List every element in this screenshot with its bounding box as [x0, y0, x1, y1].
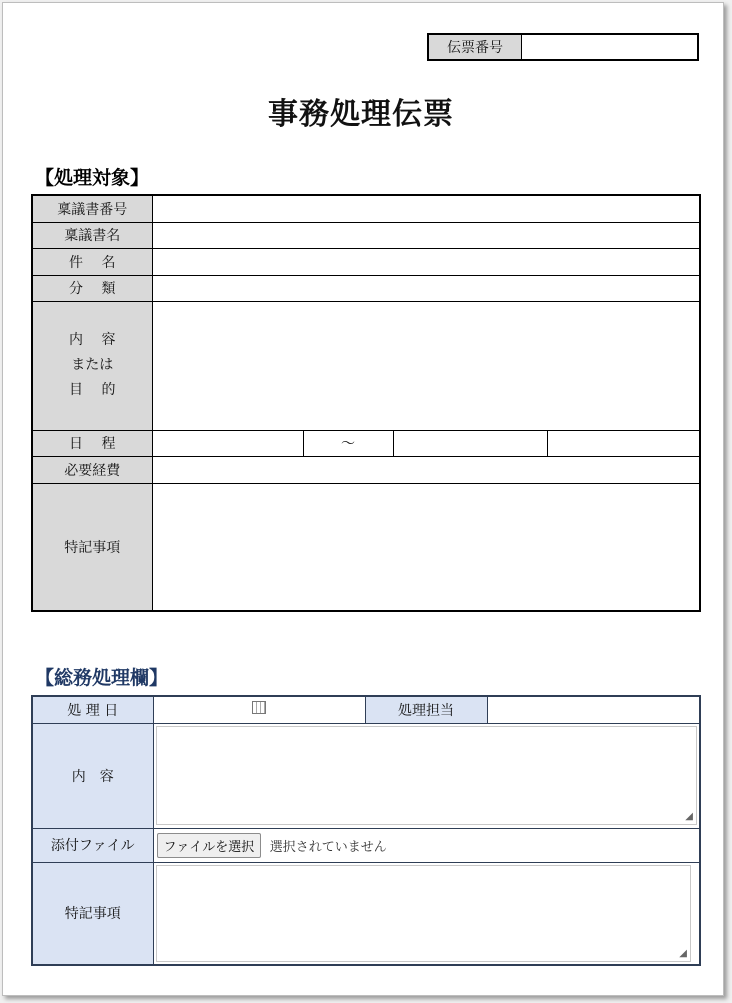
slip-number-label: 伝票番号: [429, 35, 522, 59]
schedule-label: 日 程: [32, 430, 152, 456]
calendar-icon[interactable]: [252, 701, 266, 714]
approval-number-field[interactable]: [152, 195, 700, 222]
content-label-line2: または: [71, 357, 114, 373]
process-date-label: 処 理 日: [32, 696, 153, 723]
schedule-start-date[interactable]: [152, 430, 303, 456]
admin-notes-cell: [153, 862, 700, 965]
approval-name-label: 稟議書名: [32, 222, 152, 248]
subject-label: 件 名: [32, 248, 152, 275]
section-heading-admin: 【総務処理欄】: [35, 667, 169, 689]
admin-notes-label: 特記事項: [32, 862, 153, 965]
approval-name-field[interactable]: [152, 222, 700, 248]
schedule-end-date[interactable]: [393, 430, 547, 456]
file-status-text: 選択されていません: [269, 839, 387, 855]
schedule-extra[interactable]: [547, 430, 700, 456]
expenses-label: 必要経費: [32, 456, 152, 483]
resize-handle-icon[interactable]: ◢: [679, 947, 687, 959]
notes-label: 特記事項: [32, 483, 152, 611]
process-date-input[interactable]: [153, 696, 365, 723]
content-field[interactable]: [152, 301, 700, 430]
content-label: [32, 301, 152, 430]
attachment-label: 添付ファイル: [32, 828, 153, 862]
expenses-field[interactable]: [152, 456, 700, 483]
admin-table: [31, 695, 701, 966]
target-table: [31, 194, 701, 612]
content-label-line3: 目 的: [69, 382, 116, 398]
admin-content-cell: [153, 723, 700, 828]
category-field[interactable]: [152, 275, 700, 301]
process-person-label: 処理担当: [365, 696, 487, 723]
attachment-cell: [153, 828, 700, 862]
subject-field[interactable]: [152, 248, 700, 275]
schedule-tilde: ～: [303, 430, 393, 456]
section-heading-target: 【処理対象】: [35, 167, 150, 189]
slip-number-box: [427, 33, 699, 61]
form-page: [2, 2, 724, 996]
notes-field[interactable]: [152, 483, 700, 611]
approval-number-label: 稟議書番号: [32, 195, 152, 222]
resize-handle-icon[interactable]: ◢: [685, 811, 693, 822]
admin-content-label: 内 容: [32, 723, 153, 828]
category-label: 分 類: [32, 275, 152, 301]
slip-number-field[interactable]: [522, 35, 697, 59]
content-label-line1: 内 容: [69, 332, 116, 348]
process-person-input[interactable]: [487, 696, 700, 723]
choose-file-button[interactable]: ファイルを選択: [157, 833, 262, 858]
admin-content-textarea[interactable]: [156, 726, 698, 825]
admin-notes-textarea[interactable]: [156, 865, 692, 962]
page-title: 事務処理伝票: [268, 97, 454, 132]
